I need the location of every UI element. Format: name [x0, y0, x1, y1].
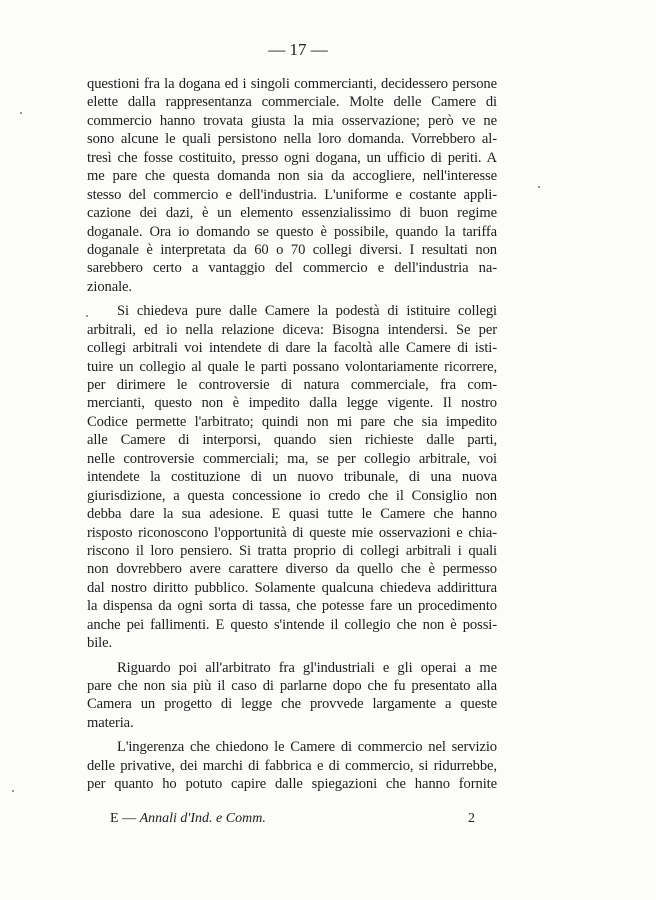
text-line: cazione dei dazi, è un elemento essenzialissimo di buon regime	[87, 205, 497, 222]
text-line: risposto riconoscono l'opportunità di queste mie osservazioni e chia-	[87, 524, 497, 541]
text-line: Riguardo poi all'arbitrato fra gl'industriali e gli operai a me	[117, 659, 497, 676]
scan-speck	[86, 315, 88, 317]
text-line: mercianti, questo non è impedito dalla legge vigente. Il nostro	[87, 395, 497, 412]
text-line: dal nostro diritto pubblico. Solamente qualcuna chiedeva addirittura	[87, 579, 497, 596]
text-line: bile.	[87, 635, 113, 652]
text-line: anche pei fallimenti. E questo s'intende il collegio che non è possi-	[87, 616, 497, 633]
text-line: intendete la costituzione di un nuovo tribunale, di una nuova	[87, 469, 497, 486]
text-line: questioni fra la dogana ed i singoli commercianti, decidessero persone	[87, 76, 497, 92]
text-line: non dovrebbero avere carattere diverso da quello che è permesso	[87, 561, 497, 578]
text-line: tuire un collegio al quale le parti possano volontariamente ricorrere,	[87, 358, 497, 375]
page-number: — 17 —	[268, 40, 328, 59]
journal-title: Annali d'Ind. e Comm.	[139, 811, 266, 826]
text-line: me pare che questa domanda non sia da accogliere, nell'interesse	[87, 168, 497, 185]
text-line: Si chiedeva pure dalle Camere la podestà di istituire collegi	[117, 303, 497, 320]
text-line: la dispensa da ogni sorta di tassa, che potesse fare un procedimento	[87, 598, 497, 615]
paragraph	[87, 659, 497, 733]
text-line: delle privative, dei marchi di fabbrica e di commercio, si ridurrebbe,	[87, 757, 497, 774]
text-line: collegi arbitrali voi intendete di dare la facoltà alle Camere di isti-	[87, 340, 497, 357]
paragraph	[87, 75, 497, 296]
text-line: arbitrali, ed io nella relazione diceva: Bisogna intendersi. Se per	[87, 321, 497, 338]
text-line: per quanto ho potuto capire dalle spiegazioni che hanno fornite	[87, 776, 497, 793]
text-line: nelle controversie commerciali; ma, se per collegio arbitrale, voi	[87, 450, 497, 467]
text-line: commercio hanno trovata giusta la mia osservazione; però ve ne	[87, 112, 497, 129]
text-line: Codice permette l'arbitrato; quindi non mi pare che sia impedito	[87, 413, 497, 430]
paragraph	[87, 302, 497, 652]
text-line: per dirimere le controversie di natura commerciale, fra com-	[87, 377, 497, 393]
text-line: Camera un progetto di legge che provvede largamente a queste	[87, 696, 497, 713]
text-line: materia.	[87, 714, 134, 731]
signature-letter: E —	[110, 811, 137, 826]
text-line: giurisdizione, a questa concessione io credo che il Consiglio non	[87, 487, 497, 504]
sheet-number: 2	[468, 811, 475, 826]
text-line: doganale è interpretata da 60 o 70 collegi diversi. I resultati non	[87, 241, 497, 258]
scan-speck	[538, 186, 540, 188]
scan-speck	[12, 790, 14, 792]
text-line: alle Camere di interporsi, quando sien richieste dalle parti,	[87, 432, 497, 449]
scan-speck	[20, 112, 22, 114]
text-line: debba dare la sua adesione. E quasi tutte le Camere che hanno	[87, 506, 497, 523]
text-line: sarebbero certo a vantaggio del commercio e dell'industria na-	[87, 260, 497, 277]
text-line: doganale. Ora io domando se questo è possibile, quando la tariffa	[87, 223, 497, 240]
text-line: zionale.	[87, 278, 132, 295]
paragraph	[87, 738, 497, 793]
body-text	[87, 75, 497, 794]
text-line: tresì che fosse costituito, presso ogni dogana, un ufficio di periti. A	[87, 149, 497, 166]
text-line: sono alcune le quali persistono nella loro domanda. Vorrebbero al-	[87, 131, 497, 148]
page-footer	[110, 811, 475, 827]
text-line: stesso del commercio e dell'industria. L'uniforme e costante appli-	[87, 186, 497, 203]
text-line: pare che non sia più il caso di parlarne dopo che fu presentato alla	[87, 678, 497, 694]
text-line: riscono il loro pensiero. Si tratta proprio di collegi arbitrali i quali	[87, 542, 497, 559]
text-line: L'ingerenza che chiedono le Camere di commercio nel servizio	[117, 739, 497, 756]
text-line: elette dalla rappresentanza commerciale. Molte delle Camere di	[87, 94, 497, 111]
